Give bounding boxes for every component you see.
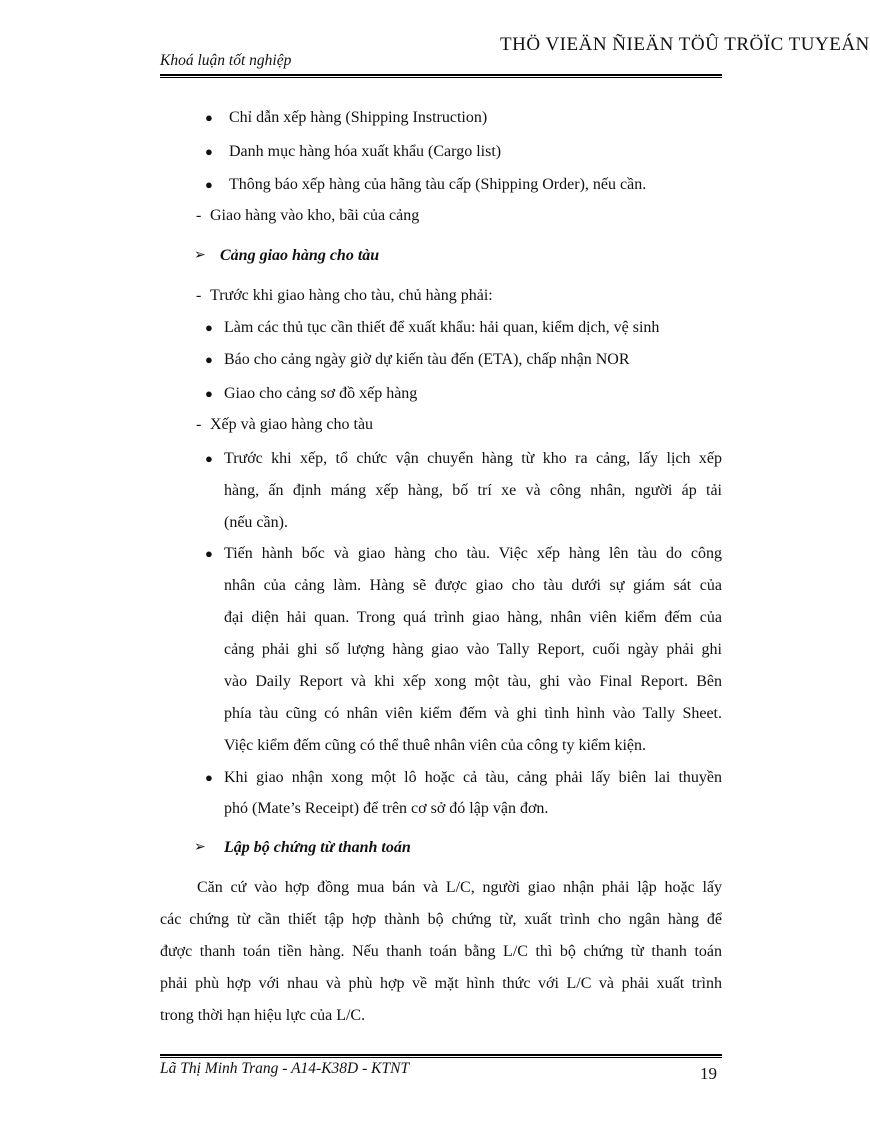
paragraph-line: Căn cứ vào hợp đồng mua bán và L/C, người giao nhận phải lập hoặc lấy xyxy=(197,879,722,896)
header-library-title: THÖ VIEÄN ÑIEÄN TÖÛ TRÖÏC TUYEÁN xyxy=(500,34,870,55)
list-item-line: đại diện hải quan. Trong quá trình giao hàng, nhân viên kiểm đếm của xyxy=(224,609,722,626)
bullet-dot: ● xyxy=(205,546,213,561)
list-item-line: cảng phải ghi số lượng hàng giao vào Tally Report, cuối ngày phải ghi xyxy=(224,641,722,658)
dash-item: Giao hàng vào kho, bãi của cảng xyxy=(210,207,420,224)
dash-marker: - xyxy=(196,207,202,224)
footer-author: Lã Thị Minh Trang - A14-K38D - KTNT xyxy=(160,1060,410,1077)
list-item-line: Khi giao nhận xong một lô hoặc cả tàu, cảng phải lấy biên lai thuyền xyxy=(224,769,722,786)
dash-marker: - xyxy=(196,287,202,304)
list-item-line: (nếu cần). xyxy=(224,514,288,531)
footer-rule-thin xyxy=(160,1057,722,1058)
list-item: Danh mục hàng hóa xuất khẩu (Cargo list) xyxy=(229,143,502,160)
arrow-bullet-icon: ➢ xyxy=(194,840,206,855)
paragraph-line: phải phù hợp với nhau và phù hợp về mặt hình thức với L/C và phải xuất trình xyxy=(160,975,722,992)
bullet-dot: ● xyxy=(205,177,213,192)
list-item-line: Tiến hành bốc và giao hàng cho tàu. Việc xếp hàng lên tàu do công xyxy=(224,545,722,562)
list-item: Giao cho cảng sơ đồ xếp hàng xyxy=(224,385,418,402)
list-item: Làm các thủ tục cần thiết để xuất khẩu: hải quan, kiểm dịch, vệ sinh xyxy=(224,319,660,336)
list-item: Báo cho cảng ngày giờ dự kiến tàu đến (ETA), chấp nhận NOR xyxy=(224,351,630,368)
dash-item: Xếp và giao hàng cho tàu xyxy=(210,416,374,433)
header-rule-thin xyxy=(160,77,722,78)
header-thesis-title: Khoá luận tốt nghiệp xyxy=(160,52,292,69)
paragraph-line: được thanh toán tiền hàng. Nếu thanh toán bằng L/C thì bộ chứng từ thanh toán xyxy=(160,943,722,960)
header-rule xyxy=(160,74,722,76)
list-item-line: hàng, ấn định máng xếp hàng, bố trí xe và công nhân, người áp tải xyxy=(224,482,722,499)
section-heading: Cảng giao hàng cho tàu xyxy=(220,247,380,264)
list-item-line: Việc kiểm đếm cũng có thể thuê nhân viên của công ty kiểm kiện. xyxy=(224,737,647,754)
bullet-dot: ● xyxy=(205,770,213,785)
dash-item: Trước khi giao hàng cho tàu, chủ hàng phải: xyxy=(210,287,493,304)
bullet-dot: ● xyxy=(205,352,213,367)
bullet-dot: ● xyxy=(205,386,213,401)
arrow-bullet-icon: ➢ xyxy=(194,248,206,263)
bullet-dot: ● xyxy=(205,110,213,125)
list-item-line: phía tàu cũng có nhân viên kiểm đếm và ghi tình hình vào Tally Sheet. xyxy=(224,705,722,722)
list-item-line: nhân của cảng làm. Hàng sẽ được giao cho tàu dưới sự giám sát của xyxy=(224,577,722,594)
dash-marker: - xyxy=(196,416,202,433)
bullet-dot: ● xyxy=(205,320,213,335)
page-number: 19 xyxy=(700,1064,717,1083)
paragraph-line: các chứng từ cần thiết tập hợp thành bộ chứng từ, xuất trình cho ngân hàng để xyxy=(160,911,722,928)
bullet-dot: ● xyxy=(205,144,213,159)
section-heading: Lập bộ chứng từ thanh toán xyxy=(224,839,411,856)
footer-rule xyxy=(160,1054,722,1056)
paragraph-line: trong thời hạn hiệu lực của L/C. xyxy=(160,1007,366,1024)
list-item-line: phó (Mate’s Receipt) để trên cơ sở đó lập vận đơn. xyxy=(224,800,549,817)
list-item: Chỉ dẫn xếp hàng (Shipping Instruction) xyxy=(229,109,488,126)
bullet-dot: ● xyxy=(205,451,213,466)
list-item: Thông báo xếp hàng của hãng tàu cấp (Shipping Order), nếu cần. xyxy=(229,176,647,193)
list-item-line: Trước khi xếp, tổ chức vận chuyển hàng từ kho ra cảng, lấy lịch xếp xyxy=(224,450,722,467)
list-item-line: vào Daily Report và khi xếp xong một tàu, ghi vào Final Report. Bên xyxy=(224,673,722,690)
